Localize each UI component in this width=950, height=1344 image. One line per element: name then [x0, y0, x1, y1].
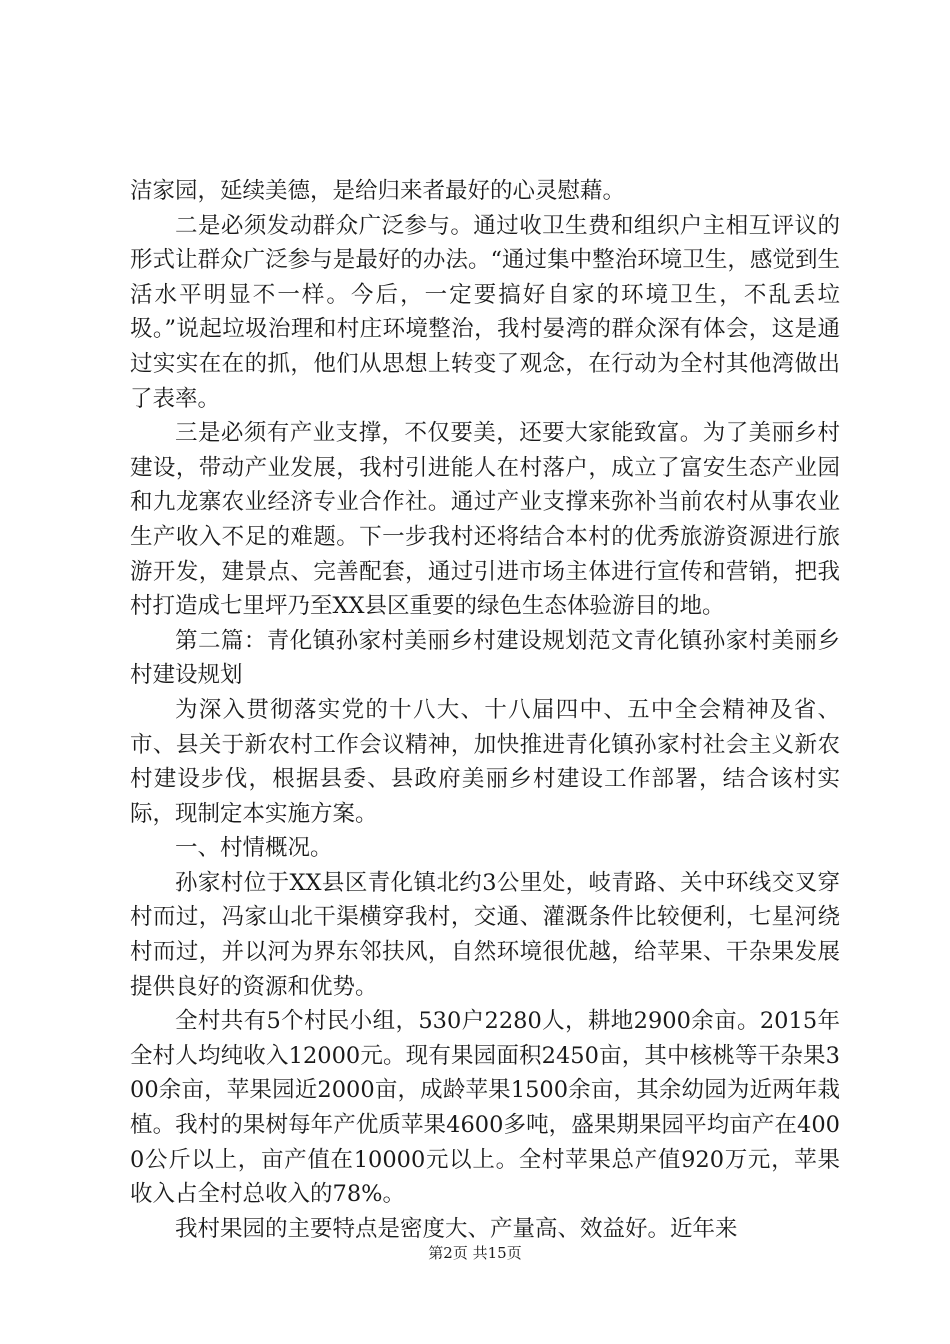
section-heading-village-overview: 一、村情概况。	[175, 835, 333, 862]
paragraph-continuation: 洁家园，延续美德，是给归来者最好的心灵慰藉。	[130, 178, 626, 204]
page-number-footer: 第2页 共15页	[428, 1244, 522, 1262]
paragraph-introduction: 为深入贯彻落实党的十八大、十八届四中、五中全会精神及省、市、县关于新农村工作会议精神，加快推进青化镇孙家村社会主义新农村建设步伐，根据县委、县政府美丽乡村建设工作部署，结合该村实际，现制定本实施方案。	[130, 696, 840, 827]
paragraph-industry-support: 三是必须有产业支撑，不仅要美，还要大家能致富。为了美丽乡村建设，带动产业发展，我村引进能人在村落户，成立了富安生态产业园和九龙寨农业经济专业合作社。通过产业支撑来弥补当前农村从事农业生产收入不足的难题。下一步我村还将结合本村的优秀旅游资源进行旅游开发，建景点、完善配套，通过引进市场主体进行宣传和营销，把我村打造成七里坪乃至XX县区重要的绿色生态体验游目的地。	[130, 420, 840, 620]
paragraph-mass-participation: 二是必须发动群众广泛参与。通过收卫生费和组织户主相互评议的形式让群众广泛参与是最好的办法。“通过集中整治环境卫生，感觉到生活水平明显不一样。今后，一定要搞好自家的环境卫生，不乱丢垃圾。”说起垃圾治理和村庄环境整治，我村晏湾的群众深有体会，这是通过实实在在的抓，他们从思想上转变了观念，在行动为全村其他湾做出了表率。	[130, 212, 840, 412]
paragraph-orchard-features: 我村果园的主要特点是密度大、产量高、效益好。近年来	[175, 1215, 738, 1242]
paragraph-village-location: 孙家村位于XX县区青化镇北约3公里处，岐青路、关中环线交叉穿村而过，冯家山北干渠横穿我村，交通、灌溉条件比较便利，七星河绕村而过，并以河为界东邻扶风，自然环境很优越，给苹果、干杂果发展提供良好的资源和优势。	[130, 869, 840, 1000]
section-heading-part-two: 第二篇：青化镇孙家村美丽乡村建设规划范文青化镇孙家村美丽乡村建设规划	[130, 627, 840, 689]
paragraph-village-statistics: 全村共有5个村民小组，530户2280人，耕地2900余亩。2015年全村人均纯收入12000元。现有果园面积2450亩，其中核桃等干杂果300余亩，苹果园近2000亩，成龄苹果1500余亩，其余幼园为近两年栽植。我村的果树每年产优质苹果4600多吨，盛果期果园平均亩产在4000公斤以上，亩产值在10000元以上。全村苹果总产值920万元，苹果收入占全村总收入的78%。	[130, 1008, 840, 1208]
document-body	[130, 174, 840, 1246]
